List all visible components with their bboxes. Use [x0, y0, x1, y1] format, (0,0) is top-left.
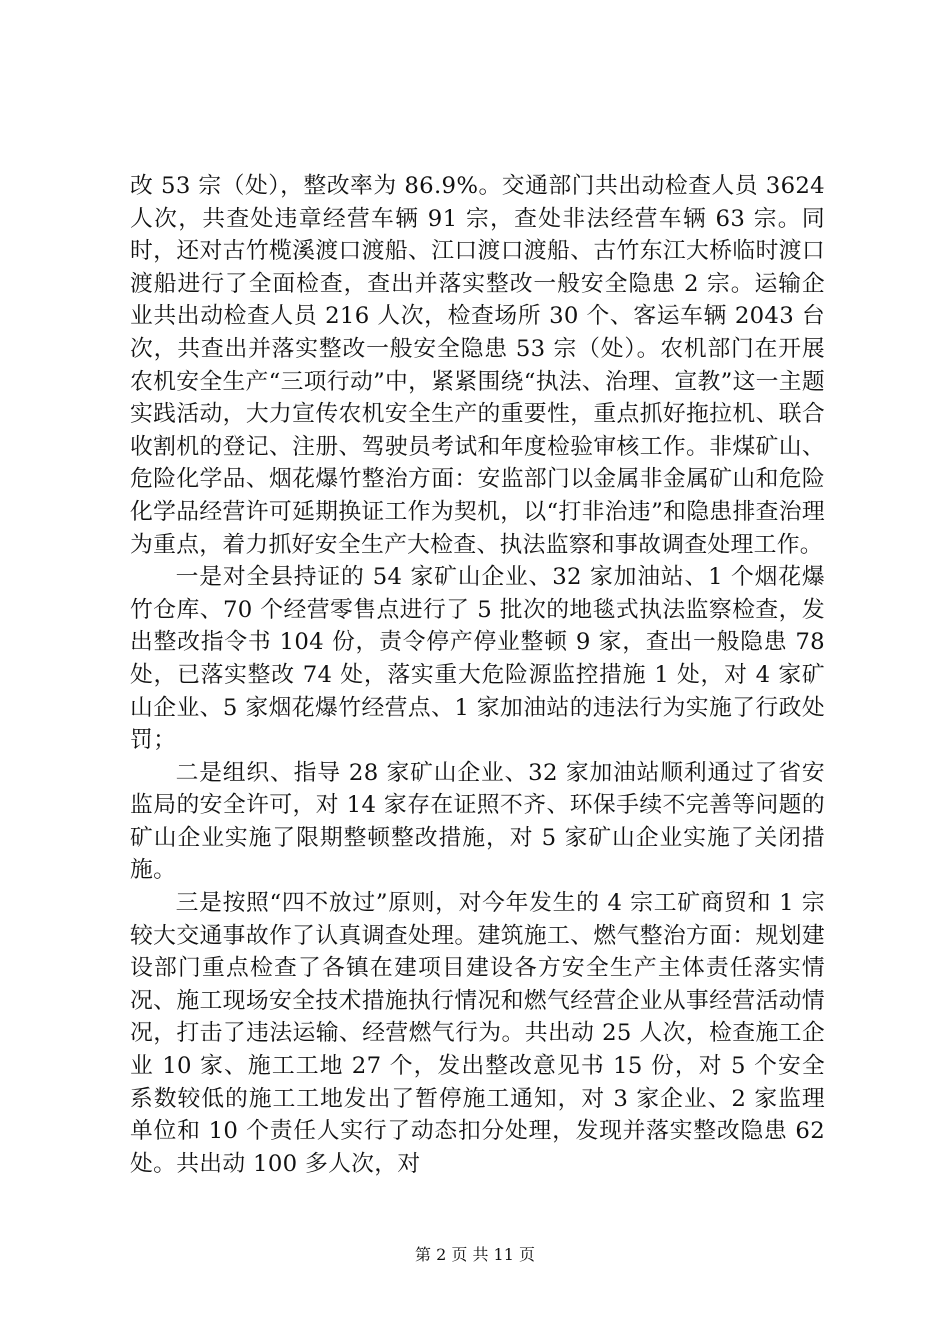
paragraph-item-three: 三是按照“四不放过”原则，对今年发生的 4 宗工矿商贸和 1 宗较大交通事故作了认真调查处理。建筑施工、燃气整治方面：规划建设部门重点检查了各镇在建项目建设各方安全生产主体责任落实情况、施工现场安全技术措施执行情况和燃气经营企业从事经营活动情况，打击了违法运输、经营燃气行为。共出动 25 人次，检查施工企业 10 家、施工工地 27 个，发出整改意见书 15 份，对 5 个安全系数较低的施工工地发出了暂停施工通知，对 3 家企业、2 家监理单位和 10 个责任人实行了动态扣分处理，发现并落实整改隐患 62 处。共出动 100 多人次，对 [130, 890, 825, 1177]
page-number-footer: 第 2 页 共 11 页 [415, 1245, 535, 1264]
paragraph-continuation: 改 53 宗（处），整改率为 86.9%。交通部门共出动检查人员 3624 人次，共查处违章经营车辆 91 宗，查处非法经营车辆 63 宗。同时，还对古竹榄溪渡口渡船、江口渡口渡船、古竹东江大桥临时渡口渡船进行了全面检查，查出并落实整改一般安全隐患 2 宗。运输企业共出动检查人员 216 人次，检查场所 30 个、客运车辆 2043 台次，共查出并落实整改一般安全隐患 53 宗（处）。农机部门在开展农机安全生产“三项行动”中，紧紧围绕“执法、治理、宣教”这一主题实践活动，大力宣传农机安全生产的重要性，重点抓好拖拉机、联合收割机的登记、注册、驾驶员考试和年度检验审核工作。非煤矿山、危险化学品、烟花爆竹整治方面：安监部门以金属非金属矿山和危险化学品经营许可延期换证工作为契机，以“打非治违”和隐患排查治理为重点，着力抓好安全生产大检查、执法监察和事故调查处理工作。 [130, 173, 825, 558]
document-body [130, 170, 825, 1180]
paragraph-item-one: 一是对全县持证的 54 家矿山企业、32 家加油站、1 个烟花爆竹仓库、70 个经营零售点进行了 5 批次的地毯式执法监察检查，发出整改指令书 104 份，责令停产停业整顿 9 家，查出一般隐患 78 处，已落实整改 74 处，落实重大危险源监控措施 1 处，对 4 家矿山企业、5 家烟花爆竹经营点、1 家加油站的违法行为实施了行政处罚； [130, 564, 825, 754]
paragraph-item-two: 二是组织、指导 28 家矿山企业、32 家加油站顺利通过了省安监局的安全许可，对 14 家存在证照不齐、环保手续不完善等问题的矿山企业实施了限期整顿整改措施，对 5 家矿山企业实施了关闭措施。 [130, 759, 825, 884]
